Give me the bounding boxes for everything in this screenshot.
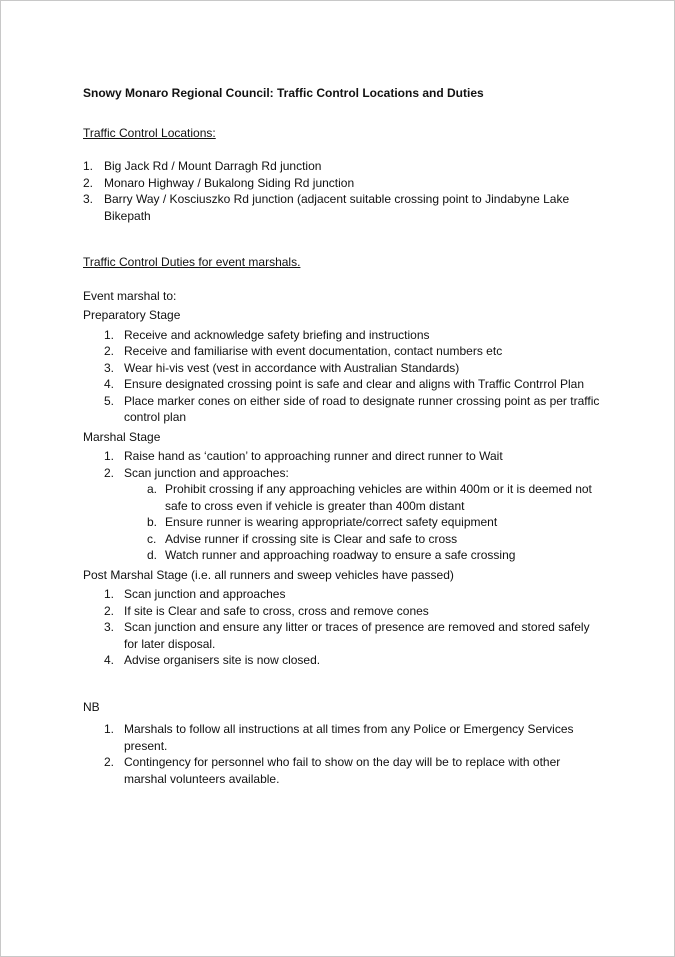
list-item <box>83 721 603 754</box>
list-item-letter: c. <box>147 531 157 546</box>
list-item <box>83 481 603 514</box>
list-item-text: Receive and familiarise with event documentation, contact numbers etc <box>124 344 503 358</box>
list-item-text: Receive and acknowledge safety briefing and instructions <box>124 327 430 342</box>
list-item-number: 2. <box>83 175 94 190</box>
list-item-number: 1. <box>104 327 115 342</box>
list-item <box>83 514 603 531</box>
list-item-letter: a. <box>147 482 158 496</box>
list-item-number: 4. <box>104 377 115 391</box>
list-item-text: Prohibit crossing if any approaching vehicles are within 400m or it is deemed not safe to cross even if vehicle is greater than 400m distant <box>165 482 592 513</box>
list-item-number: 2. <box>104 465 115 480</box>
list-item <box>83 327 603 344</box>
list-item-number: 2. <box>104 603 115 618</box>
list-item-number: 1. <box>104 449 115 463</box>
list-item <box>83 343 603 360</box>
locations-list <box>83 158 603 224</box>
list-item-text: Big Jack Rd / Mount Darragh Rd junction <box>104 159 322 173</box>
list-item <box>83 360 603 377</box>
list-item-text: Scan junction and approaches: <box>124 465 289 480</box>
marshal-stage-list <box>83 448 603 481</box>
list-item <box>83 376 603 393</box>
list-item <box>83 619 603 652</box>
list-item <box>83 465 603 482</box>
list-item-text: Place marker cones on either side of road to designate runner crossing point as per traffic control plan <box>124 393 600 424</box>
list-item-number: 1. <box>104 722 115 736</box>
list-item-text: If site is Clear and safe to cross, cross and remove cones <box>124 603 429 618</box>
list-item-letter: d. <box>147 548 158 562</box>
list-item <box>83 393 603 426</box>
list-item-number: 4. <box>104 653 115 667</box>
list-item-text: Ensure runner is wearing appropriate/correct safety equipment <box>165 515 498 529</box>
list-item <box>83 652 603 669</box>
preparatory-stage-label: Preparatory Stage <box>83 308 181 322</box>
list-item-number: 1. <box>104 587 115 601</box>
nb-list <box>83 721 603 787</box>
preparatory-stage-list <box>83 327 603 426</box>
list-item-number: 2. <box>104 344 115 358</box>
list-item-text: Watch runner and approaching roadway to ensure a safe crossing <box>165 548 516 562</box>
list-item-number: 5. <box>104 393 115 408</box>
nb-label: NB <box>83 699 100 714</box>
list-item-text: Barry Way / Kosciuszko Rd junction (adjacent suitable crossing point to Jindabyne Lake Bikepath <box>104 192 570 223</box>
list-item <box>83 531 603 548</box>
marshal-stage-sublist <box>83 481 603 564</box>
list-item-letter: b. <box>147 515 158 529</box>
list-item-text: Marshals to follow all instructions at all times from any Police or Emergency Services present. <box>124 722 574 753</box>
list-item-text: Scan junction and ensure any litter or traces of presence are removed and stored safely for later disposal. <box>124 620 590 651</box>
list-item-number: 1. <box>83 159 94 173</box>
duties-heading: Traffic Control Duties for event marshals. <box>83 255 301 269</box>
list-item <box>83 158 603 175</box>
list-item-text: Raise hand as ‘caution’ to approaching runner and direct runner to Wait <box>124 449 503 463</box>
list-item-text: Advise runner if crossing site is Clear and safe to cross <box>165 531 458 546</box>
locations-heading: Traffic Control Locations: <box>83 125 216 140</box>
list-item-number: 3. <box>83 192 94 206</box>
list-item-text: Scan junction and approaches <box>124 587 286 601</box>
list-item-text: Advise organisers site is now closed. <box>124 653 321 667</box>
list-item-number: 2. <box>104 755 115 769</box>
list-item-number: 3. <box>104 360 115 375</box>
document-title: Snowy Monaro Regional Council: Traffic Control Locations and Duties <box>83 86 484 100</box>
post-marshal-stage-label: Post Marshal Stage (i.e. all runners and sweep vehicles have passed) <box>83 567 454 582</box>
list-item-number: 3. <box>104 620 115 634</box>
list-item-text: Wear hi-vis vest (vest in accordance with Australian Standards) <box>124 360 460 375</box>
duties-intro: Event marshal to: <box>83 288 177 303</box>
list-item <box>83 603 603 620</box>
list-item <box>83 448 603 465</box>
list-item <box>83 547 603 564</box>
list-item <box>83 586 603 603</box>
post-marshal-stage-list <box>83 586 603 669</box>
marshal-stage-label: Marshal Stage <box>83 429 161 444</box>
list-item-text: Ensure designated crossing point is safe and clear and aligns with Traffic Contrrol Plan <box>124 377 585 391</box>
list-item <box>83 175 603 192</box>
list-item <box>83 191 603 224</box>
list-item <box>83 754 603 787</box>
list-item-text: Contingency for personnel who fail to show on the day will be to replace with other marshal volunteers available. <box>124 755 561 786</box>
list-item-text: Monaro Highway / Bukalong Siding Rd junction <box>104 175 355 190</box>
document-body <box>83 85 603 787</box>
